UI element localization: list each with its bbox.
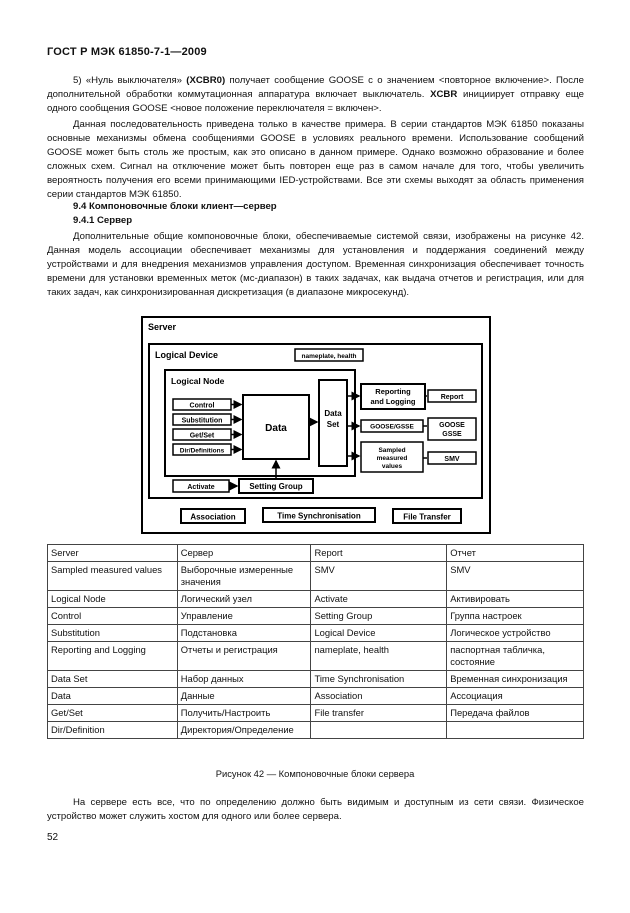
dirdef-label: Dir/Definitions xyxy=(179,447,225,455)
section-heading-9-4: 9.4 Компоновочные блоки клиент—сервер xyxy=(73,201,277,212)
logical-device-label: Logical Device xyxy=(155,350,219,360)
table-cell: Control xyxy=(48,608,178,625)
goose-control-label: GOOSE/GSSE xyxy=(370,423,414,431)
table-cell: Передача файлов xyxy=(447,705,584,722)
table-cell: SMV xyxy=(447,562,584,591)
table-cell: паспортная табличка, состояние xyxy=(447,642,584,671)
table-cell: Report xyxy=(311,545,447,562)
table-cell: Setting Group xyxy=(311,608,447,625)
table-cell: Association xyxy=(311,688,447,705)
table-cell: Активировать xyxy=(447,591,584,608)
table-cell: Группа настроек xyxy=(447,608,584,625)
data-label: Data xyxy=(265,423,287,434)
smv-control-label-1: Sampled xyxy=(378,447,406,454)
figure-caption: Рисунок 42 — Компоновочные блоки сервера xyxy=(215,768,415,779)
text-run: получает сообщение GOOSE с о значением <повторное включение>. После дополнительной обработки коммутационная аппаратура включает выключатель. xyxy=(47,75,584,100)
table-row xyxy=(48,625,584,642)
section-heading-9-4-1: 9.4.1 Сервер xyxy=(73,215,133,226)
reporting-label-1: Reporting xyxy=(375,387,411,396)
table-cell: Data xyxy=(48,688,178,705)
smv-label: SMV xyxy=(444,456,460,463)
table-row xyxy=(48,722,584,739)
report-label: Report xyxy=(440,394,464,401)
table-cell xyxy=(311,722,447,739)
table-row xyxy=(48,688,584,705)
table-cell: Временная синхронизация xyxy=(447,671,584,688)
text-run: инициирует отправку еще одного сообщения GOOSE <новое положение переключателя = включен>. xyxy=(47,89,585,114)
association-label: Association xyxy=(190,512,236,522)
time-sync-label: Time Synchronisation xyxy=(277,511,361,521)
table-cell: Выборочные измеренные значения xyxy=(177,562,311,591)
paragraph-text: На сервере есть все, что по определению должно быть видимым и доступным из сети связи. Физическое устройство может служить хостом для одного или более сервера. xyxy=(47,797,584,822)
logical-node-label: Logical Node xyxy=(171,376,225,386)
data-set-label-2: Set xyxy=(326,420,340,429)
paragraph-final xyxy=(47,796,584,824)
table-cell: Time Synchronisation xyxy=(311,671,447,688)
activate-label: Activate xyxy=(187,484,215,491)
table-cell: Substitution xyxy=(48,625,178,642)
table-cell: Data Set xyxy=(48,671,178,688)
file-transfer-label: File Transfer xyxy=(403,512,451,522)
table-cell: Reporting and Logging xyxy=(48,642,178,671)
table-cell: nameplate, health xyxy=(311,642,447,671)
table-cell: Server xyxy=(48,545,178,562)
table-cell: Ассоциация xyxy=(447,688,584,705)
server-building-blocks-diagram xyxy=(141,316,491,534)
page-header: ГОСТ Р МЭК 61850-7-1—2009 xyxy=(47,46,207,58)
table-cell: Получить/Настроить xyxy=(177,705,311,722)
table-cell: Activate xyxy=(311,591,447,608)
table-cell: Dir/Definition xyxy=(48,722,178,739)
paragraph-sequence xyxy=(47,118,584,202)
table-cell: Логический узел xyxy=(177,591,311,608)
text-run: 5) «Нуль выключателя» xyxy=(73,75,187,86)
table-cell: Набор данных xyxy=(177,671,311,688)
table-cell: Get/Set xyxy=(48,705,178,722)
table-cell: Данные xyxy=(177,688,311,705)
smv-control-label-2: measured xyxy=(376,455,408,462)
paragraph-text: Данная последовательность приведена только в качестве примера. В серии стандартов МЭК 61850 показаны основные механизмы обмена сообщениями GOOSE в условиях реального времени. Использование сообщений GOOSE может быть столь же простым, как это описано в данном примере. Однако возможно образование и более сложных схем. Сигнал на отключение может быть повторен еще раз в самом начале для того, чтобы увеличить вероятность получения его всеми принимающими IED-устройствами. Все эти схемы выходят за область применения серии стандартов МЭК 61850. xyxy=(47,119,584,200)
table-row xyxy=(48,545,584,562)
table-row xyxy=(48,562,584,591)
bold-run: XCBR xyxy=(430,89,458,100)
table-cell: Logical Device xyxy=(311,625,447,642)
table-cell xyxy=(447,722,584,739)
table-cell: Отчеты и регистрация xyxy=(177,642,311,671)
table-cell: Logical Node xyxy=(48,591,178,608)
table-cell: File transfer xyxy=(311,705,447,722)
nameplate-label: nameplate, health xyxy=(301,353,357,360)
table-row xyxy=(48,642,584,671)
terms-table xyxy=(47,544,584,739)
table-row xyxy=(48,705,584,722)
control-label: Control xyxy=(189,402,215,410)
substitution-label: Substitution xyxy=(181,417,223,425)
paragraph-server xyxy=(47,230,584,300)
paragraph-text: Дополнительные общие компоновочные блоки, обеспечиваемые системой связи, изображены на рисунке 42. Данная модель ассоциации обеспечивает механизмы для установления и поддержания соединений между устройствами и для внедрения механизмов управления доступом. Временная синхронизация обеспечивает точность времени для установки временных меток (мс-диапазон) в таких задачах, как выдача отчетов и регистрация, или для таких задач, как синхронизированная дискретизация (в диапазоне микросекунд). xyxy=(47,231,584,298)
server-label: Server xyxy=(148,322,177,332)
data-set-label-1: Data xyxy=(324,409,342,418)
table-cell: Сервер xyxy=(177,545,311,562)
goose-out-label-1: GOOSE xyxy=(439,422,465,429)
table-cell: SMV xyxy=(311,562,447,591)
getset-label: Get/Set xyxy=(189,432,215,440)
bold-run: (XCBR0) xyxy=(186,75,226,86)
table-cell: Отчет xyxy=(447,545,584,562)
table-cell: Sampled measured values xyxy=(48,562,178,591)
paragraph-step-5 xyxy=(47,74,584,116)
table-cell: Логическое устройство xyxy=(447,625,584,642)
table-cell: Директория/Определение xyxy=(177,722,311,739)
table-row xyxy=(48,671,584,688)
table-cell: Подстановка xyxy=(177,625,311,642)
goose-out-label-2: GSSE xyxy=(442,431,462,438)
setting-group-label: Setting Group xyxy=(249,482,303,491)
reporting-label-2: and Logging xyxy=(370,397,416,406)
page-number: 52 xyxy=(47,832,59,843)
table-cell: Управление xyxy=(177,608,311,625)
smv-control-label-3: values xyxy=(381,463,403,470)
table-row xyxy=(48,608,584,625)
table-row xyxy=(48,591,584,608)
